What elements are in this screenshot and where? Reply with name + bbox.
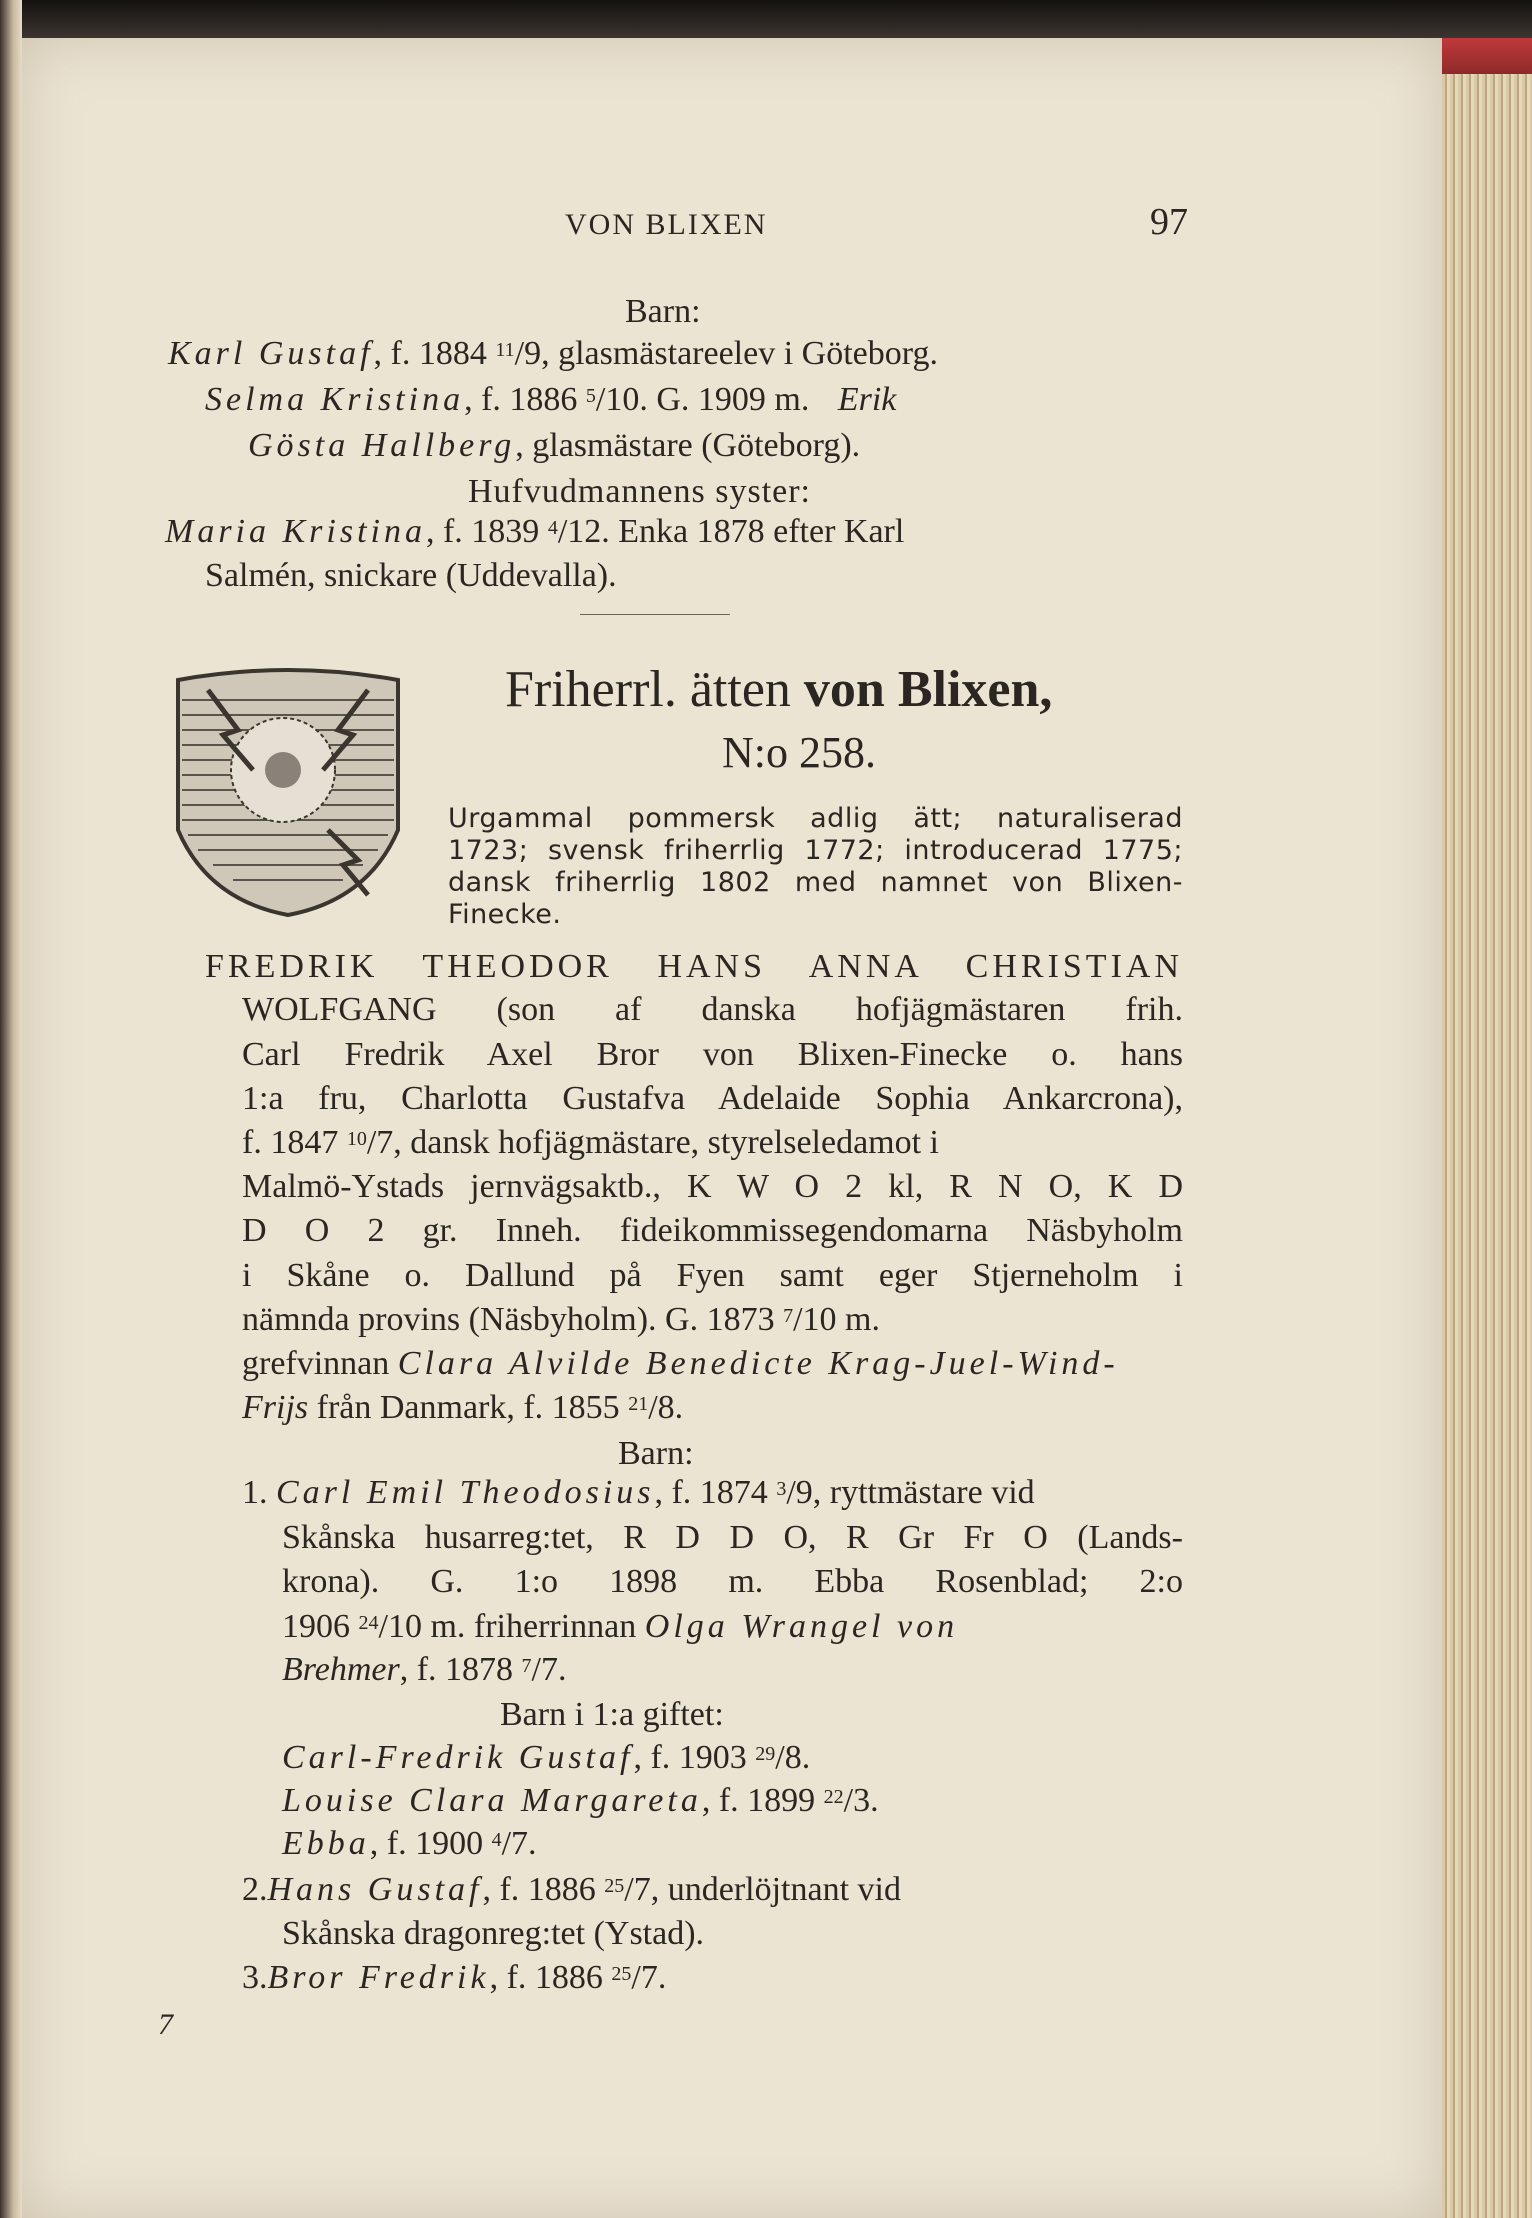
child-line: Skånska dragonreg:tet (Ystad).: [282, 1915, 705, 1952]
sister-line: Maria Kristina, f. 1839 $^4$/12. Enka 1878 efter Karl: [165, 513, 905, 550]
head-line: Frijs från Danmark, f. 1855 $^{21}$/8.: [242, 1389, 684, 1426]
family-description-line: 1723; svensk friherrlig 1772; introducerad 1775;: [448, 835, 1183, 866]
grandchild-line: Carl-Fredrik Gustaf, f. 1903 $^{29}$/8.: [282, 1739, 811, 1776]
child-line: Gösta Hallberg, glasmästare (Göteborg).: [248, 427, 861, 464]
child-line: Brehmer, f. 1878 $^7$/7.: [282, 1651, 567, 1688]
family-description-line: dansk friherrlig 1802 med namnet von Blixen-: [448, 867, 1183, 898]
children-heading: Barn:: [618, 1435, 694, 1472]
child-line: 1906 $^{24}$/10 m. friherrinnan Olga Wrangel von: [282, 1608, 959, 1645]
coat-of-arms-icon: [168, 660, 408, 920]
head-line: grefvinnan Clara Alvilde Benedicte Krag-Juel-Wind-: [242, 1345, 1119, 1382]
running-title: VON BLIXEN: [565, 208, 768, 241]
grandchild-line: Louise Clara Margareta, f. 1899 $^{22}$/3.: [282, 1782, 879, 1819]
page-edges: [1442, 40, 1532, 2218]
book-top-shadow: [0, 0, 1532, 38]
signature-mark: 7: [158, 2008, 173, 2041]
section-divider: [580, 614, 730, 615]
family-description-line: Urgammal pommersk adlig ätt; naturaliserad: [448, 803, 1183, 834]
family-description-line: Finecke.: [448, 899, 562, 930]
head-line: i Skåne o. Dallund på Fyen samt eger Stjerneholm i: [242, 1257, 1183, 1294]
child-line: krona). G. 1:o 1898 m. Ebba Rosenblad; 2:o: [282, 1563, 1183, 1600]
head-line: nämnda provins (Näsbyholm). G. 1873 $^7$/10 m.: [242, 1301, 881, 1338]
page-number: 97: [1150, 201, 1188, 243]
child-line: Selma Kristina, f. 1886 $^5$/10. G. 1909 m. Erik: [205, 381, 897, 418]
head-line: WOLFGANG (son af danska hofjägmästaren frih.: [242, 991, 1183, 1028]
barn-heading: Barn:: [625, 293, 701, 330]
child-line: 1. Carl Emil Theodosius, f. 1874 $^3$/9, ryttmästare vid: [242, 1474, 1035, 1511]
sister-line: Salmén, snickare (Uddevalla).: [205, 557, 617, 594]
head-line: Malmö-Ystads jernvägsaktb., K W O 2 kl, R N O, K D: [242, 1168, 1183, 1205]
child-line: 3.Bror Fredrik, f. 1886 $^{25}$/7.: [242, 1959, 667, 1996]
child-line: Skånska husarreg:tet, R D D O, R Gr Fr O (Lands-: [282, 1519, 1183, 1556]
grandchildren-heading: Barn i 1:a giftet:: [500, 1696, 724, 1733]
book-gutter: [0, 0, 22, 2218]
head-line: Carl Fredrik Axel Bror von Blixen-Finecke o. hans: [242, 1036, 1183, 1073]
family-title: Friherrl. ätten von Blixen,: [505, 661, 1053, 718]
head-line: f. 1847 $^{10}$/7, dansk hofjägmästare, styrelseledamot i: [242, 1124, 940, 1161]
grandchild-line: Ebba, f. 1900 $^4$/7.: [282, 1825, 537, 1862]
head-line: D O 2 gr. Inneh. fideikommissegendomarna Näsbyholm: [242, 1212, 1183, 1249]
child-line: Karl Gustaf, f. 1884 $^{11}$/9, glasmästareelev i Göteborg.: [168, 335, 938, 372]
head-line: FREDRIK THEODOR HANS ANNA CHRISTIAN: [205, 948, 1183, 985]
red-edge: [1442, 38, 1532, 74]
syster-heading: Hufvudmannens syster:: [468, 473, 812, 510]
child-line: 2.Hans Gustaf, f. 1886 $^{25}$/7, underlöjtnant vid: [242, 1871, 901, 1908]
head-line: 1:a fru, Charlotta Gustafva Adelaide Sophia Ankarcrona),: [242, 1080, 1183, 1117]
family-number: N:o 258.: [722, 728, 876, 777]
